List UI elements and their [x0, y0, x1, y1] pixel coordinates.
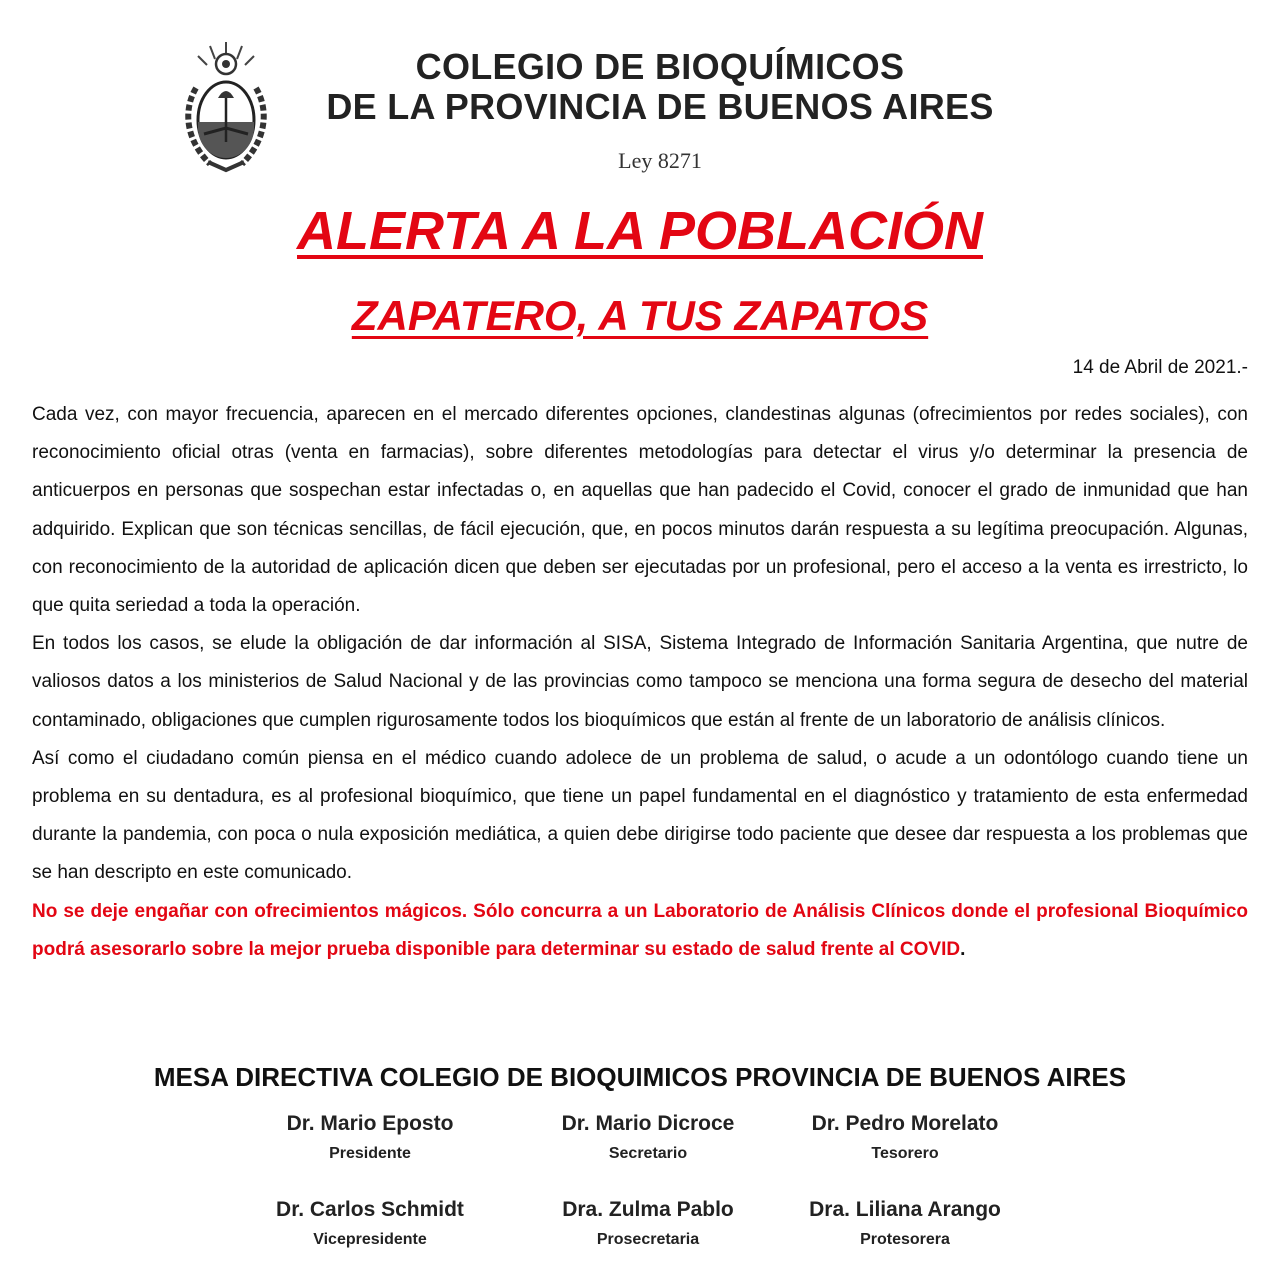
board-member [240, 1198, 500, 1249]
document-header [0, 0, 1280, 200]
member-name: Dr. Carlos Schmidt [276, 1198, 464, 1221]
law-reference: Ley 8271 [618, 148, 702, 173]
member-name: Dr. Mario Eposto [286, 1112, 454, 1135]
member-role: Secretario [608, 1145, 688, 1162]
alert-title: ALERTA A LA POBLACIÓN [297, 201, 983, 261]
board-member [775, 1112, 1035, 1163]
member-name: Dra. Zulma Pablo [562, 1198, 734, 1221]
document-body [32, 396, 1248, 969]
organization-name-line2: DE LA PROVINCIA DE BUENOS AIRES [326, 86, 994, 127]
member-name: Dr. Pedro Morelato [811, 1112, 999, 1135]
member-role: Presidente [329, 1145, 411, 1162]
warning-paragraph [32, 893, 1248, 969]
member-name: Dra. Liliana Arango [809, 1198, 1001, 1221]
organization-name-line1: COLEGIO DE BIOQUÍMICOS [415, 46, 905, 87]
member-name: Dr. Mario Dicroce [561, 1112, 735, 1135]
argentina-coat-of-arms-icon [180, 38, 272, 178]
member-role: Prosecretaria [596, 1231, 700, 1248]
alert-subtitle: ZAPATERO, A TUS ZAPATOS [351, 292, 929, 339]
warning-text: No se deje engañar con ofrecimientos mágicos. Sólo concurra a un Laboratorio de Análisis Clínicos donde el profesional Bioquímico podrá asesorarlo sobre la mejor prueba disponible para determinar su estado de salud frente al COVID [32, 900, 1248, 960]
member-role: Protesorera [860, 1231, 950, 1248]
board-member [240, 1112, 500, 1163]
warning-tail: . [960, 938, 966, 960]
member-role: Vicepresidente [313, 1231, 427, 1248]
body-paragraph: En todos los casos, se elude la obligación de dar información al SISA, Sistema Integrado de Información Sanitaria Argentina, que nutre de valiosos datos a los ministerios de Salud Nacional y de las provincias como tampoco se menciona una forma segura de desecho del material contaminado, obligaciones que cumplen rigurosamente todos los bioquímicos que están al frente de un laboratorio de análisis clínicos. [32, 633, 1248, 731]
board-member [518, 1198, 778, 1249]
body-paragraph: Así como el ciudadano común piensa en el médico cuando adolece de un problema de salud, o acude a un odontólogo cuando tiene un problema en su dentadura, es al profesional bioquímico, que tiene un papel fundamental en el diagnóstico y tratamiento de esta enfermedad durante la pandemia, con poca o nula exposición mediática, a quien debe dirigirse todo paciente que desee dar respuesta a los problemas que se han descripto en este comunicado. [32, 747, 1248, 884]
body-paragraph: Cada vez, con mayor frecuencia, aparecen en el mercado diferentes opciones, clandestinas algunas (ofrecimientos por redes sociales), con reconocimiento oficial otras (venta en farmacias), sobre diferentes metodologías para detectar el virus y/o determinar la presencia de anticuerpos en personas que sospechan estar infectadas o, en aquellas que han padecido el Covid, conocer el grado de inmunidad que han adquirido. Explican que son técnicas sencillas, de fácil ejecución, que, en pocos minutos darán respuesta a su legítima preocupación. Algunas, con reconocimiento de la autoridad de aplicación dicen que deben ser ejecutadas por un profesional, pero el acceso a la venta es irrestricto, lo que quita seriedad a toda la operación. [32, 404, 1248, 617]
document-date: 14 de Abril de 2021.- [1072, 357, 1248, 378]
board-member [775, 1198, 1035, 1249]
board-member [518, 1112, 778, 1163]
board-title: MESA DIRECTIVA COLEGIO DE BIOQUIMICOS PROVINCIA DE BUENOS AIRES [153, 1062, 1127, 1092]
member-role: Tesorero [871, 1145, 939, 1162]
